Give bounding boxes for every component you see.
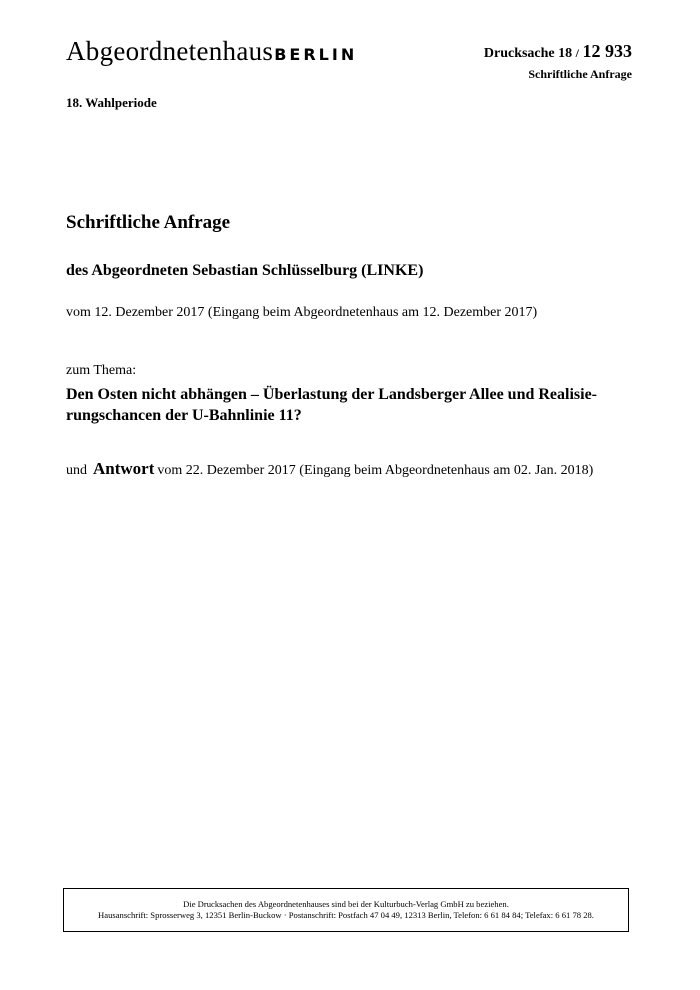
topic-heading (66, 384, 646, 426)
author-line: des Abgeordneten Sebastian Schlüsselburg (LINKE) (66, 262, 424, 279)
brand-city: BERLIN (274, 45, 358, 64)
page-title: Schriftliche Anfrage (66, 212, 231, 233)
drucksache-slash: / (575, 46, 579, 60)
topic-line-2: rungschancen der U-Bahnlinie 11? (66, 407, 302, 424)
wahlperiode: 18. Wahlperiode (66, 95, 157, 110)
drucksache-label: Drucksache 18 (483, 46, 573, 61)
topic-label: zum Thema: (66, 363, 137, 378)
answer-word: Antwort (93, 459, 155, 478)
answer-line (66, 459, 593, 479)
topic-line-1: Den Osten nicht abhängen – Überlastung der Landsberger Allee und Realisie- (66, 386, 598, 403)
drucksache-block (484, 41, 632, 82)
answer-prefix: und (66, 463, 87, 478)
footer-line-1: Die Drucksachen des Abgeordnetenhauses sind bei der Kulturbuch-Verlag GmbH zu beziehen. (183, 899, 509, 909)
document-type: Schriftliche Anfrage (528, 67, 632, 81)
drucksache-number: 12 933 (582, 41, 632, 61)
date-line: vom 12. Dezember 2017 (Eingang beim Abgeordnetenhaus am 12. Dezember 2017) (66, 305, 538, 320)
brand-name: Abgeordnetenhaus (66, 36, 274, 66)
brand-logo (66, 36, 357, 67)
footer-box (63, 888, 629, 932)
drucksache-id (484, 41, 632, 62)
footer-line-2: Hausanschrift: Sprosserweg 3, 12351 Berlin-Buckow · Postanschrift: Postfach 47 04 49, 12313 Berlin, Telefon: 6 61 84 84; Telefax: 6 61 78 28. (98, 910, 594, 920)
answer-date: vom 22. Dezember 2017 (Eingang beim Abgeordnetenhaus am 02. Jan. 2018) (157, 463, 594, 478)
